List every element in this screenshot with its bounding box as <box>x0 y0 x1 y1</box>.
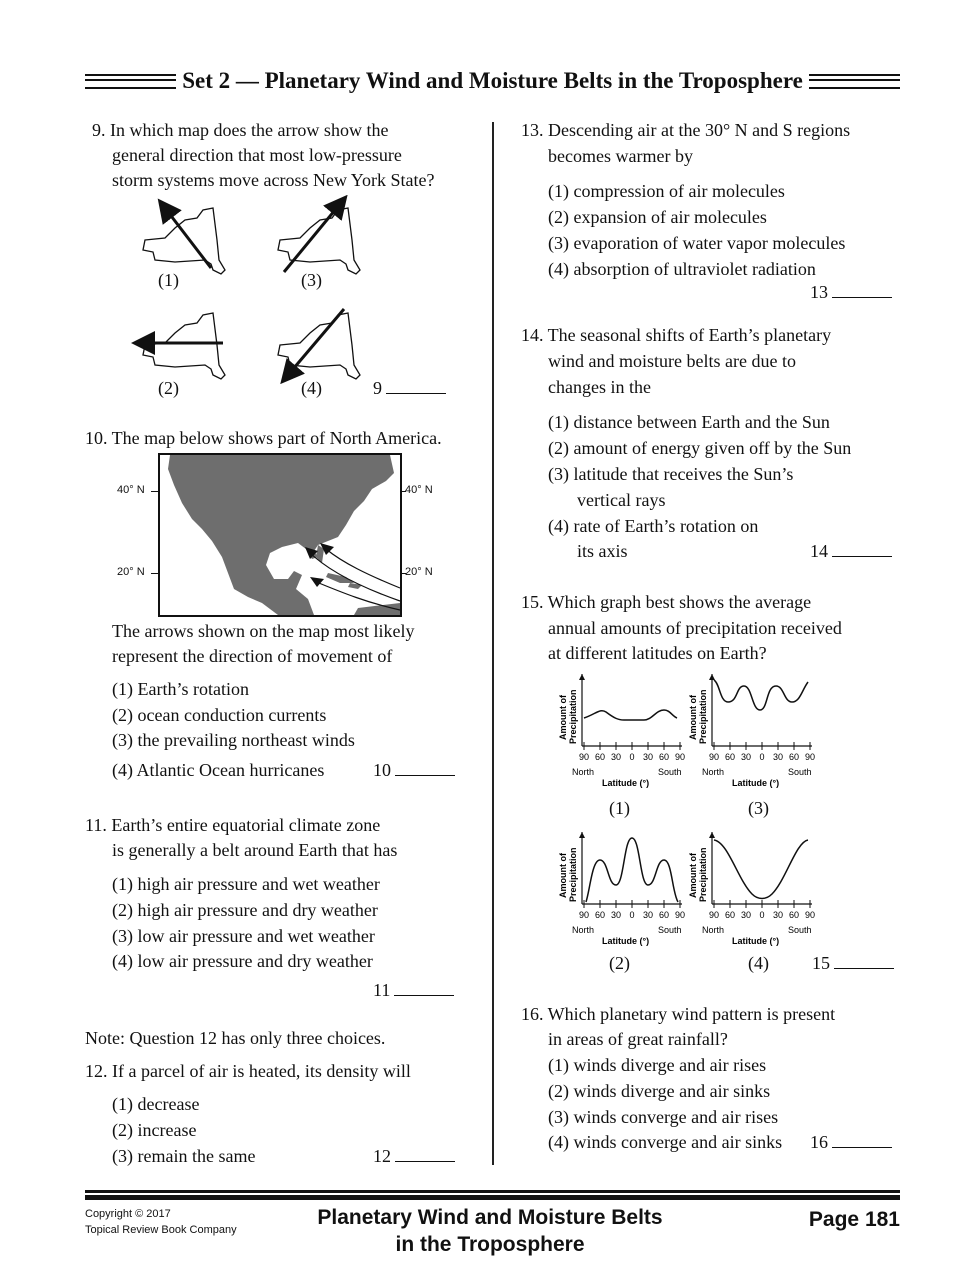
precipitation-graph-4 <box>682 830 827 948</box>
precipitation-graph-3 <box>682 672 827 790</box>
y-axis-label: Amount of <box>558 853 568 898</box>
answer-blank-12[interactable] <box>373 1144 455 1168</box>
x-tick-label: 60 <box>724 752 736 762</box>
page-header <box>85 68 900 94</box>
answer-number: 16 <box>810 1132 828 1152</box>
question-text: wind and moisture belts are due to <box>548 351 796 371</box>
y-axis-label: Amount of <box>688 853 698 898</box>
question-text: annual amounts of precipitation received <box>548 618 842 638</box>
answer-number: 9 <box>373 378 382 398</box>
north-label: North <box>572 925 595 935</box>
page-number: Page 181 <box>808 1208 900 1231</box>
question-text: is generally a belt around Earth that has <box>112 840 398 860</box>
footer-title-line: in the Troposphere <box>395 1233 585 1256</box>
precipitation-curve <box>584 710 677 720</box>
y-axis-arrow-icon <box>579 832 585 838</box>
answer-number: 14 <box>810 541 828 561</box>
page-title: Set 2 — Planetary Wind and Moisture Belts in the Troposphere <box>182 68 803 93</box>
latitude-label: 40° N <box>405 484 433 496</box>
choice-label: (1) <box>158 270 179 290</box>
x-axis-label: Latitude (°) <box>602 778 650 788</box>
y-axis-label: Precipitation <box>698 689 708 744</box>
ny-map-1 <box>143 208 225 274</box>
precipitation-curve <box>586 838 678 902</box>
answer-option: (2) high air pressure and dry weather <box>112 900 378 920</box>
answer-option: (3) latitude that receives the Sun’s <box>548 464 794 484</box>
x-tick-label: 30 <box>772 910 784 920</box>
question-text: 12. If a parcel of air is heated, its density will <box>85 1061 411 1081</box>
x-tick-label: 30 <box>610 752 622 762</box>
ny-map-2 <box>143 313 225 379</box>
question-text: 11. Earth’s entire equatorial climate zone <box>85 815 381 835</box>
answer-number: 13 <box>810 282 828 302</box>
answer-option: (4) winds converge and air sinks <box>548 1132 783 1152</box>
answer-option: (3) low air pressure and wet weather <box>112 926 375 946</box>
copyright: Copyright © 2017 <box>85 1208 171 1220</box>
x-tick-label: 60 <box>594 752 606 762</box>
x-tick-label: 0 <box>759 752 765 762</box>
north-label: North <box>702 767 725 777</box>
answer-option: (4) absorption of ultraviolet radiation <box>548 259 816 279</box>
answer-number: 15 <box>812 953 830 973</box>
answer-option: (1) distance between Earth and the Sun <box>548 412 830 432</box>
header-rule-right <box>809 74 900 89</box>
x-tick-label: 0 <box>629 752 635 762</box>
answer-blank-16[interactable] <box>810 1130 892 1154</box>
question-text: at different latitudes on Earth? <box>548 643 767 663</box>
south-label: South <box>658 925 682 935</box>
question-text: general direction that most low-pressure <box>112 145 402 165</box>
choice-label: (4) <box>301 378 322 398</box>
answer-option: (3) remain the same <box>112 1146 256 1166</box>
answer-option: (2) winds diverge and air sinks <box>548 1081 771 1101</box>
answer-blank-9[interactable] <box>373 376 446 400</box>
x-tick-label: 30 <box>610 910 622 920</box>
answer-option: (1) compression of air molecules <box>548 181 785 201</box>
question-text: 15. Which graph best shows the average <box>521 592 812 612</box>
choice-label: (2) <box>609 953 630 973</box>
y-axis-label: Amount of <box>688 695 698 740</box>
choice-label: (1) <box>609 798 630 818</box>
answer-option: (1) Earth’s rotation <box>112 679 249 699</box>
answer-number: 12 <box>373 1146 391 1166</box>
answer-option: (4) rate of Earth’s rotation on <box>548 516 759 536</box>
answer-blank-10[interactable] <box>373 758 455 782</box>
x-tick-label: 90 <box>708 752 720 762</box>
question-text: represent the direction of movement of <box>112 646 393 666</box>
answer-blank-11[interactable] <box>373 978 454 1002</box>
answer-option: (4) Atlantic Ocean hurricanes <box>112 760 325 780</box>
answer-option: (2) amount of energy given off by the Sun <box>548 438 852 458</box>
y-axis-arrow-icon <box>709 674 715 680</box>
x-tick-label: 90 <box>804 752 816 762</box>
question-text: 13. Descending air at the 30° N and S regions <box>521 120 851 140</box>
latitude-label: 20° N <box>405 566 433 578</box>
choice-label: (2) <box>158 378 179 398</box>
x-tick-label: 60 <box>594 910 606 920</box>
x-tick-label: 90 <box>708 910 720 920</box>
south-label: South <box>658 767 682 777</box>
choice-label: (4) <box>748 953 769 973</box>
question-text: 14. The seasonal shifts of Earth’s planetary <box>521 325 832 345</box>
north-label: North <box>702 925 725 935</box>
y-axis-label: Precipitation <box>568 689 578 744</box>
x-tick-label: 90 <box>578 752 590 762</box>
x-tick-label: 60 <box>658 752 670 762</box>
question-text: storm systems move across New York State? <box>112 170 435 190</box>
x-tick-label: 0 <box>759 910 765 920</box>
y-axis-arrow-icon <box>579 674 585 680</box>
answer-option: (2) increase <box>112 1120 197 1140</box>
x-axis-label: Latitude (°) <box>602 936 650 946</box>
x-tick-label: 30 <box>740 910 752 920</box>
question-text: 10. The map below shows part of North America. <box>85 428 442 448</box>
latitude-label: 40° N <box>117 484 145 496</box>
answer-blank-13[interactable] <box>810 280 892 304</box>
answer-blank-14[interactable] <box>810 539 892 563</box>
answer-option: vertical rays <box>577 490 666 510</box>
y-axis-label: Precipitation <box>568 847 578 902</box>
answer-option: (3) evaporation of water vapor molecules <box>548 233 846 253</box>
answer-option: (1) winds diverge and air rises <box>548 1055 767 1075</box>
x-tick-label: 30 <box>772 752 784 762</box>
header-rule-left <box>85 74 176 89</box>
answer-option: its axis <box>577 541 628 561</box>
footer-rule <box>85 1190 900 1193</box>
question-text: 9. In which map does the arrow show the <box>92 120 389 140</box>
question-text: The arrows shown on the map most likely <box>112 621 415 641</box>
y-axis-arrow-icon <box>709 832 715 838</box>
south-label: South <box>788 925 812 935</box>
y-axis-label: Amount of <box>558 695 568 740</box>
x-tick-label: 60 <box>788 752 800 762</box>
answer-option: (2) expansion of air molecules <box>548 207 767 227</box>
x-tick-label: 0 <box>629 910 635 920</box>
south-label: South <box>788 767 812 777</box>
x-tick-label: 30 <box>740 752 752 762</box>
x-tick-label: 90 <box>804 910 816 920</box>
x-tick-label: 30 <box>642 910 654 920</box>
answer-blank-15[interactable] <box>812 951 894 975</box>
north-label: North <box>572 767 595 777</box>
x-tick-label: 60 <box>658 910 670 920</box>
choice-label: (3) <box>301 270 322 290</box>
choice-label: (3) <box>748 798 769 818</box>
column-divider <box>492 122 494 1165</box>
y-axis-label: Precipitation <box>698 847 708 902</box>
precipitation-graph-1 <box>552 672 697 790</box>
question-text: becomes warmer by <box>548 146 693 166</box>
north-america-map <box>158 453 402 617</box>
answer-option: (4) low air pressure and dry weather <box>112 951 373 971</box>
precipitation-curve <box>714 840 808 899</box>
x-tick-label: 90 <box>578 910 590 920</box>
question-text: 16. Which planetary wind pattern is present <box>521 1004 836 1024</box>
x-tick-label: 30 <box>642 752 654 762</box>
answer-option: (1) high air pressure and wet weather <box>112 874 380 894</box>
answer-option: (3) the prevailing northeast winds <box>112 730 355 750</box>
x-tick-label: 60 <box>724 910 736 920</box>
answer-number: 10 <box>373 760 391 780</box>
footer-title <box>290 1204 690 1258</box>
x-tick-label: 60 <box>788 910 800 920</box>
publisher: Topical Review Book Company <box>85 1224 237 1236</box>
answer-option: (2) ocean conduction currents <box>112 705 327 725</box>
precipitation-curve <box>714 680 808 710</box>
note-text: Note: Question 12 has only three choices. <box>85 1028 386 1048</box>
answer-option: (3) winds converge and air rises <box>548 1107 779 1127</box>
answer-option: (1) decrease <box>112 1094 200 1114</box>
answer-number: 11 <box>373 980 391 1000</box>
question-text: changes in the <box>548 377 651 397</box>
x-axis-label: Latitude (°) <box>732 936 780 946</box>
footer-rule <box>85 1195 900 1200</box>
precipitation-graph-2 <box>552 830 697 948</box>
question-text: in areas of great rainfall? <box>548 1029 728 1049</box>
footer-title-line: Planetary Wind and Moisture Belts <box>317 1206 663 1229</box>
x-axis-label: Latitude (°) <box>732 778 780 788</box>
x-tick-label: 90 <box>674 910 686 920</box>
latitude-label: 20° N <box>117 566 145 578</box>
ny-map-4 <box>278 309 360 379</box>
x-tick-label: 90 <box>674 752 686 762</box>
ny-map-3 <box>278 204 360 274</box>
